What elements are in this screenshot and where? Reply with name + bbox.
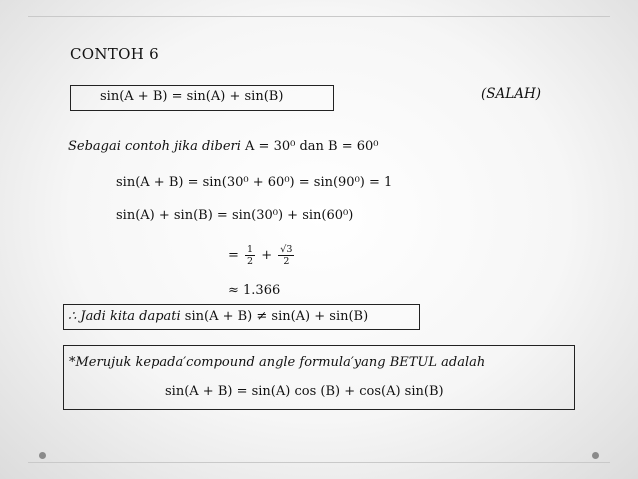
example-intro-text: Sebagai contoh jika diberi (68, 139, 241, 154)
derivation-line-3 (228, 244, 296, 267)
left-bullet-dot (39, 452, 46, 459)
conclusion-text: ∴ Jadi kita dapati (68, 309, 181, 324)
example-values: A = 30⁰ dan B = 60⁰ (245, 139, 379, 154)
correct-formula-note: *Merujuk kepada′compound angle formula′yang BETUL adalah (69, 355, 486, 370)
derivation-line-1: sin(A + B) = sin(30⁰ + 60⁰) = sin(90⁰) = 1 (116, 175, 393, 190)
fraction-root3-half (278, 244, 294, 267)
plus-sign: + (261, 248, 273, 263)
wrong-formula: sin(A + B) = sin(A) + sin(B) (100, 89, 284, 104)
derivation-line-4: ≈ 1.366 (228, 283, 281, 298)
fraction-2-denominator: 2 (283, 256, 290, 267)
conclusion-formula: sin(A + B) ≠ sin(A) + sin(B) (184, 309, 369, 324)
conclusion (68, 309, 368, 324)
example-intro (68, 139, 379, 154)
fraction-1-denominator: 2 (247, 256, 254, 267)
fraction-1-numerator: 1 (247, 244, 254, 255)
slide-title: CONTOH 6 (70, 45, 159, 63)
verdict-label: (SALAH) (481, 86, 542, 102)
fraction-one-half (245, 244, 255, 267)
equals-sign: = (228, 248, 239, 263)
derivation-line-2: sin(A) + sin(B) = sin(30⁰) + sin(60⁰) (116, 208, 354, 223)
correct-formula: sin(A + B) = sin(A) cos (B) + cos(A) sin(B) (165, 384, 444, 399)
fraction-2-numerator: √3 (280, 244, 293, 255)
right-bullet-dot (592, 452, 599, 459)
bottom-frame-line (28, 462, 610, 463)
top-frame-line (28, 16, 610, 17)
